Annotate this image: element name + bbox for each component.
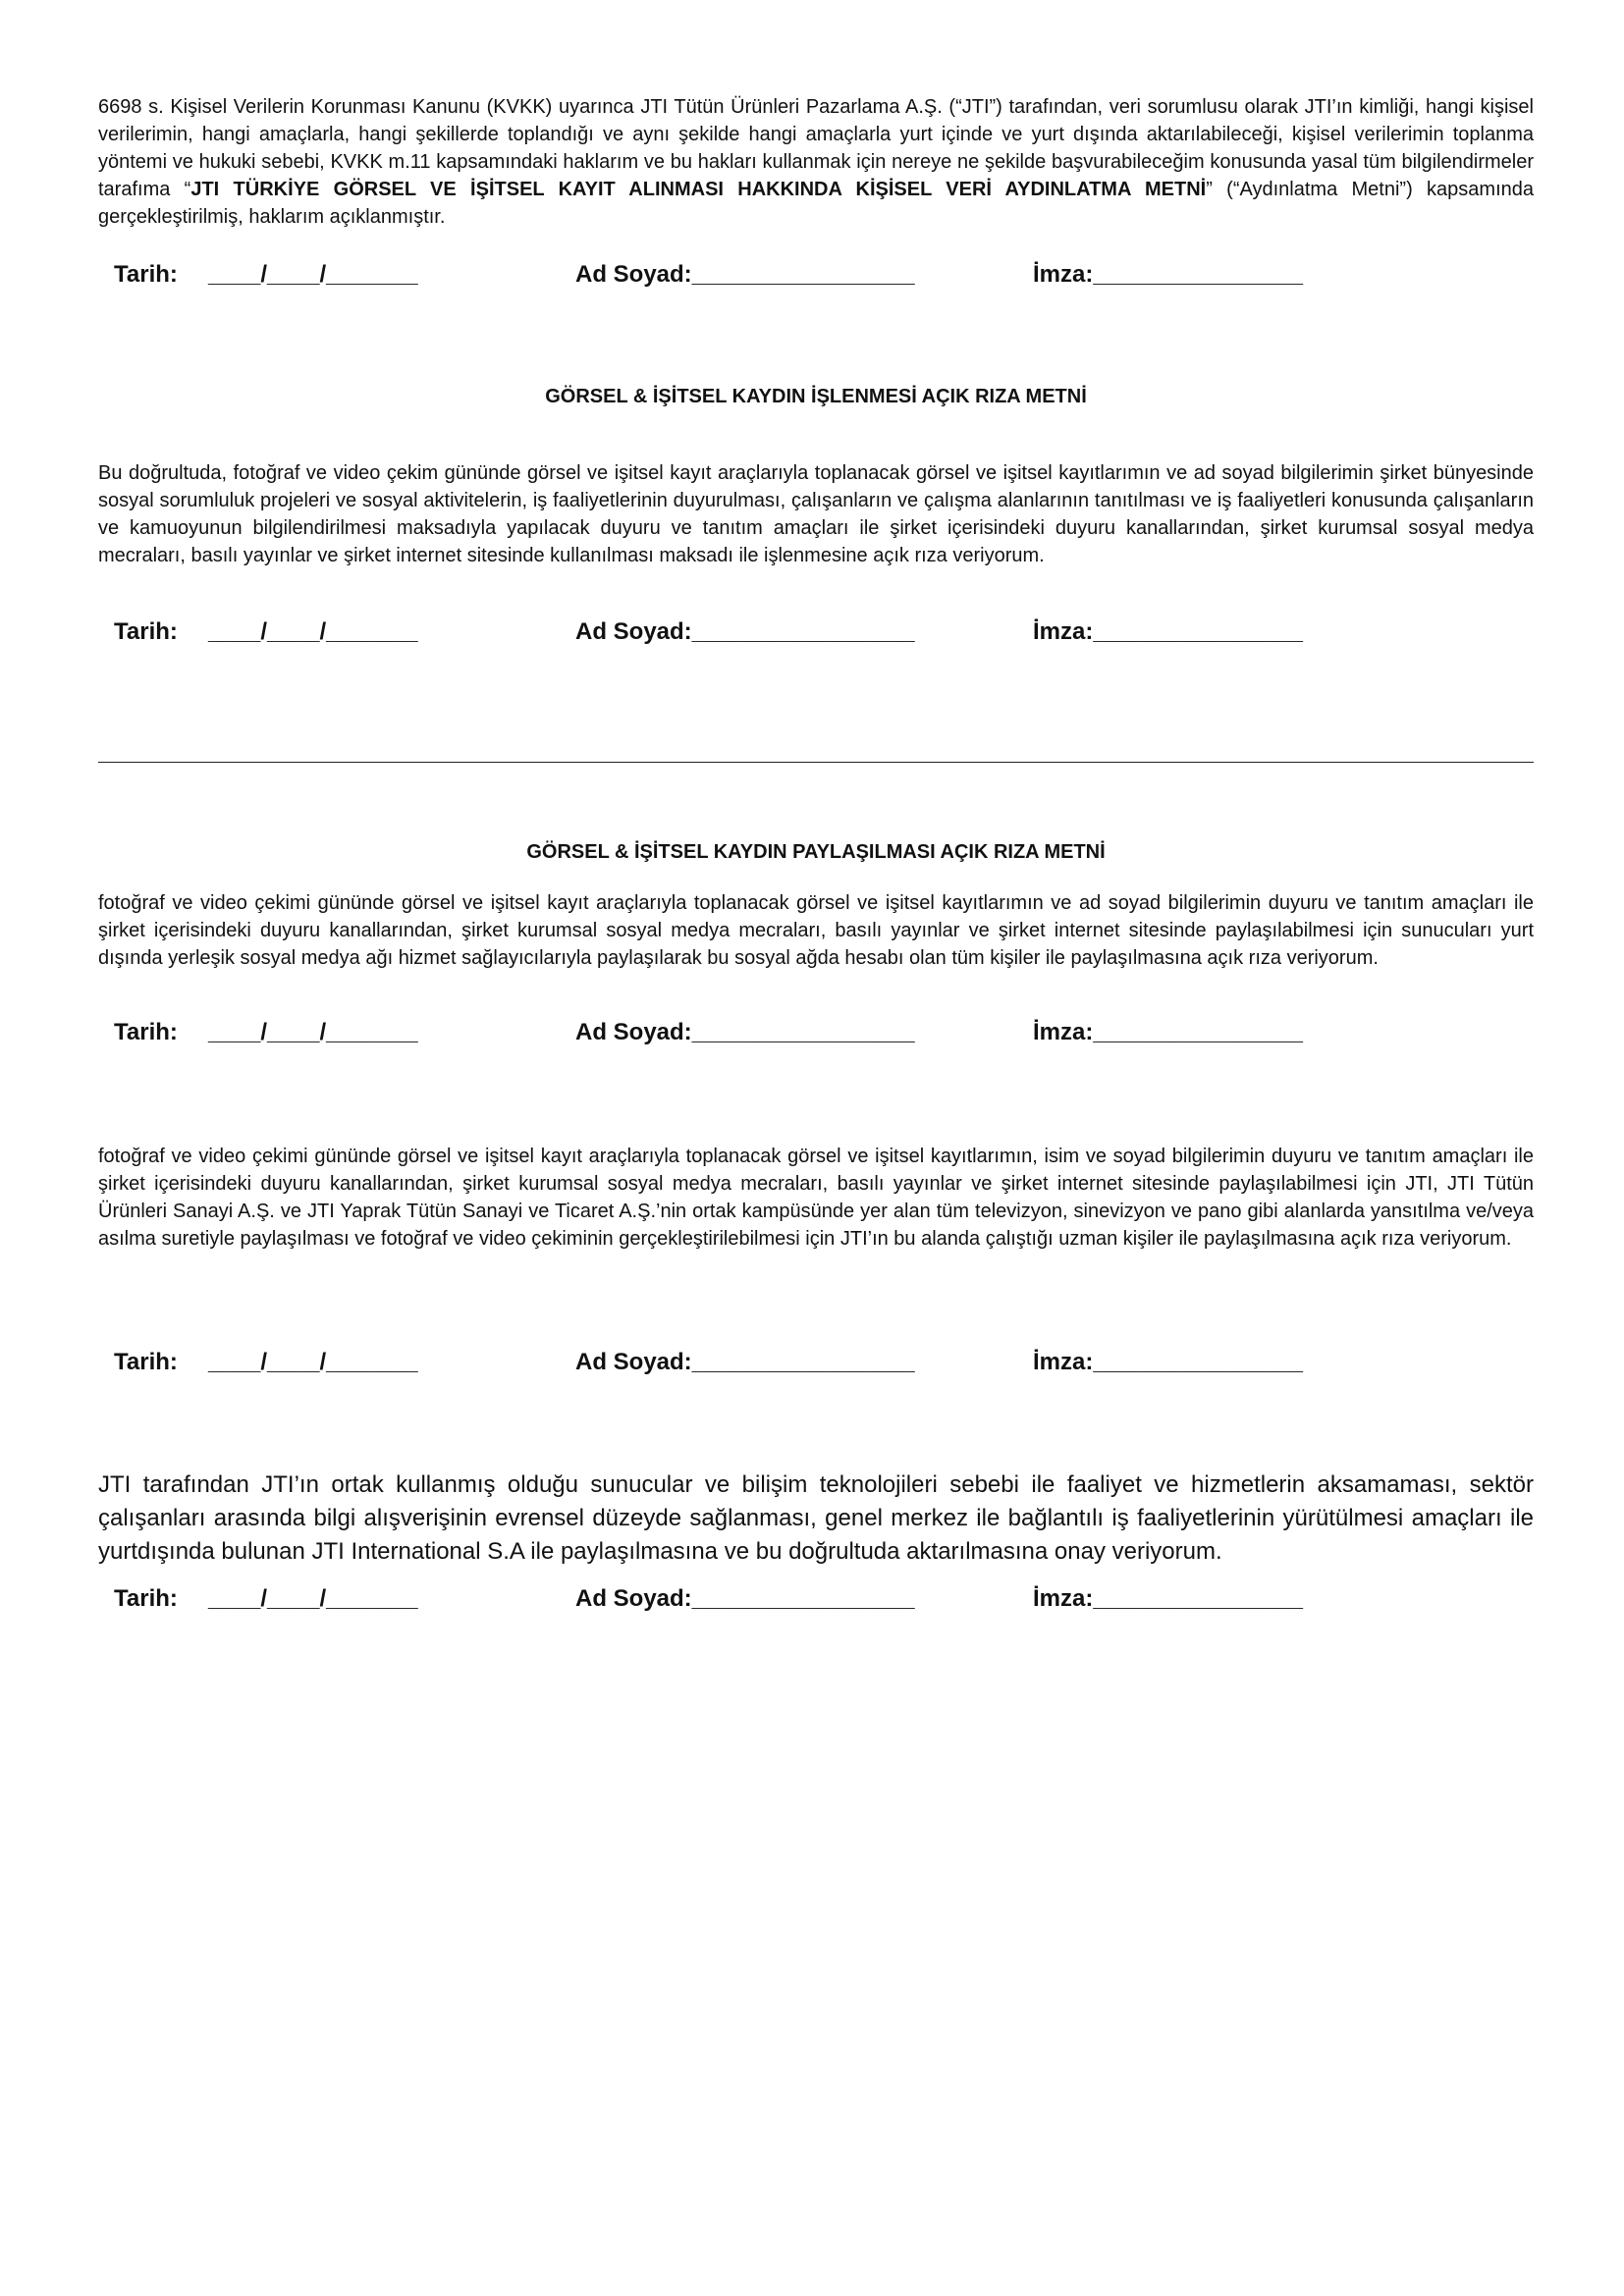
date-label: Tarih: bbox=[114, 1349, 178, 1375]
date-field[interactable]: ____/____/_______ bbox=[208, 1585, 418, 1612]
date-label: Tarih: bbox=[114, 1585, 178, 1612]
sharing-social-media-paragraph: fotoğraf ve video çekimi gününde görsel ve işitsel kayıt araçlarıyla toplanacak görsel ve işitsel kayıtlarımın ve ad soyad bilgilerimin duyuru ve tanıtım amaçları ile şirket içerisindeki duyuru kanallarından, şirket kurumsal sosyal medya mecraları, basılı yayınlar ve şirket internet sitesinde paylaşılabilmesi için sunucuları yurt dışında yerleşik sosyal medya ağı hizmet sağlayıcılarıyla paylaşılarak bu sosyal ağda hesabı olan tüm kişiler ile paylaşılmasına açık rıza veriyorum. bbox=[98, 892, 1534, 969]
signature-row-sharing-social bbox=[114, 1019, 1390, 1050]
name-field[interactable]: Ad Soyad:_________________ bbox=[575, 1585, 915, 1612]
signature-field[interactable]: İmza:________________ bbox=[1033, 1349, 1303, 1375]
sharing-campus-paragraph: fotoğraf ve video çekimi gününde görsel ve işitsel kayıt araçlarıyla toplanacak görsel ve işitsel kayıtlarımın, isim ve soyad bilgilerimin duyuru ve tanıtım amaçları ile şirket içerisindeki duyuru kanallarından, şirket kurumsal sosyal medya mecraları, basılı yayınlar ve şirket internet sitesinde paylaşılabilmesi için JTI, JTI Tütün Ürünleri Sanayi A.Ş. ve JTI Yaprak Tütün Sanayi ve Ticaret A.Ş.’nin ortak kampüsünde yer alan tüm televizyon, sinevizyon ve pano gibi alanlarda yansıtılma ve/veya asılma suretiyle paylaşılması ve fotoğraf ve video çekiminin gerçekleştirilebilmesi için JTI’ın bu alanda çalıştığı uzman kişiler ile paylaşılmasına açık rıza veriyorum. bbox=[98, 1146, 1534, 1250]
name-field[interactable]: Ad Soyad:_________________ bbox=[575, 261, 915, 288]
signature-field[interactable]: İmza:________________ bbox=[1033, 1019, 1303, 1045]
date-field[interactable]: ____/____/_______ bbox=[208, 1019, 418, 1045]
name-field[interactable]: Ad Soyad:_________________ bbox=[575, 1349, 915, 1375]
processing-consent-heading: GÖRSEL & İŞİTSEL KAYDIN İŞLENMESİ AÇIK RIZA METNİ bbox=[545, 386, 1087, 407]
signature-field[interactable]: İmza:________________ bbox=[1033, 1585, 1303, 1612]
date-label: Tarih: bbox=[114, 1019, 178, 1045]
section-divider bbox=[98, 762, 1534, 763]
signature-field[interactable]: İmza:________________ bbox=[1033, 618, 1303, 645]
sharing-consent-heading: GÖRSEL & İŞİTSEL KAYDIN PAYLAŞILMASI AÇIK RIZA METNİ bbox=[526, 841, 1106, 863]
signature-row-processing bbox=[114, 618, 1390, 650]
date-field[interactable]: ____/____/_______ bbox=[208, 1349, 418, 1375]
kvkk-notice-text-end: ” (“Aydınlatma Metni”) kapsamında gerçekleştirilmiş, haklarım açıklanmıştır. bbox=[98, 179, 1534, 228]
signature-row-sharing-campus bbox=[114, 1349, 1390, 1380]
processing-consent-paragraph: Bu doğrultuda, fotoğraf ve video çekim gününde görsel ve işitsel kayıt araçlarıyla toplanacak görsel ve işitsel kayıtlarımın ve ad soyad bilgilerimin şirket bünyesinde sosyal sorumluluk projeleri ve sosyal aktivitelerin, iş faaliyetlerinin duyurulması, çalışanların ve çalışma alanlarının tanıtılması ve iş faaliyetleri konusunda çalışanların ve kamuoyunun bilgilendirilmesi maksadıyla yapılacak duyuru ve tanıtım amaçları ile şirket içerisindeki duyuru kanallarından, şirket kurumsal sosyal medya mecraları, basılı yayınlar ve şirket internet sitesinde kullanılması maksadı ile işlenmesine açık rıza veriyorum. bbox=[98, 462, 1534, 566]
international-transfer-paragraph: JTI tarafından JTI’ın ortak kullanmış olduğu sunucular ve bilişim teknolojileri sebebi ile faaliyet ve hizmetlerin aksamaması, sektör çalışanları arasında bilgi alışverişinin evrensel düzeyde sağlanması, genel merkez ile bağlantılı iş faaliyetlerinin yürütülmesi amaçları ile yurtdışında bulunan JTI International S.A ile paylaşılmasına ve bu doğrultuda aktarılmasına onay veriyorum. bbox=[98, 1471, 1534, 1565]
signature-row-international bbox=[114, 1585, 1390, 1617]
date-label: Tarih: bbox=[114, 261, 178, 288]
date-field[interactable]: ____/____/_______ bbox=[208, 618, 418, 645]
date-label: Tarih: bbox=[114, 618, 178, 645]
signature-row-kvkk bbox=[114, 261, 1390, 293]
kvkk-notice-paragraph bbox=[98, 93, 1534, 231]
kvkk-notice-text: 6698 s. Kişisel Verilerin Korunması Kanunu (KVKK) uyarınca JTI Tütün Ürünleri Pazarlama A.Ş. (“JTI”) tarafından, veri sorumlusu olarak JTI’ın kimliği, hangi kişisel verilerimin, hangi amaçlarla, hangi şekillerde toplandığı ve aynı şekilde hangi amaçlarla yurt içinde ve yurt dışında aktarılabileceği, kişisel verilerimin toplanma yöntemi ve hukuki sebebi, KVKK m.11 kapsamındaki haklarım ve bu hakları kullanmak için nereye ne şekilde başvurabileceğim konusunda yasal tüm bilgilendirmeler tarafıma “ bbox=[98, 96, 1534, 200]
date-field[interactable]: ____/____/_______ bbox=[208, 261, 418, 288]
kvkk-notice-document-title: JTI TÜRKİYE GÖRSEL VE İŞİTSEL KAYIT ALINMASI HAKKINDA KİŞİSEL VERİ AYDINLATMA METNİ bbox=[190, 179, 1207, 200]
name-field[interactable]: Ad Soyad:_________________ bbox=[575, 618, 915, 645]
name-field[interactable]: Ad Soyad:_________________ bbox=[575, 1019, 915, 1045]
signature-field[interactable]: İmza:________________ bbox=[1033, 261, 1303, 288]
